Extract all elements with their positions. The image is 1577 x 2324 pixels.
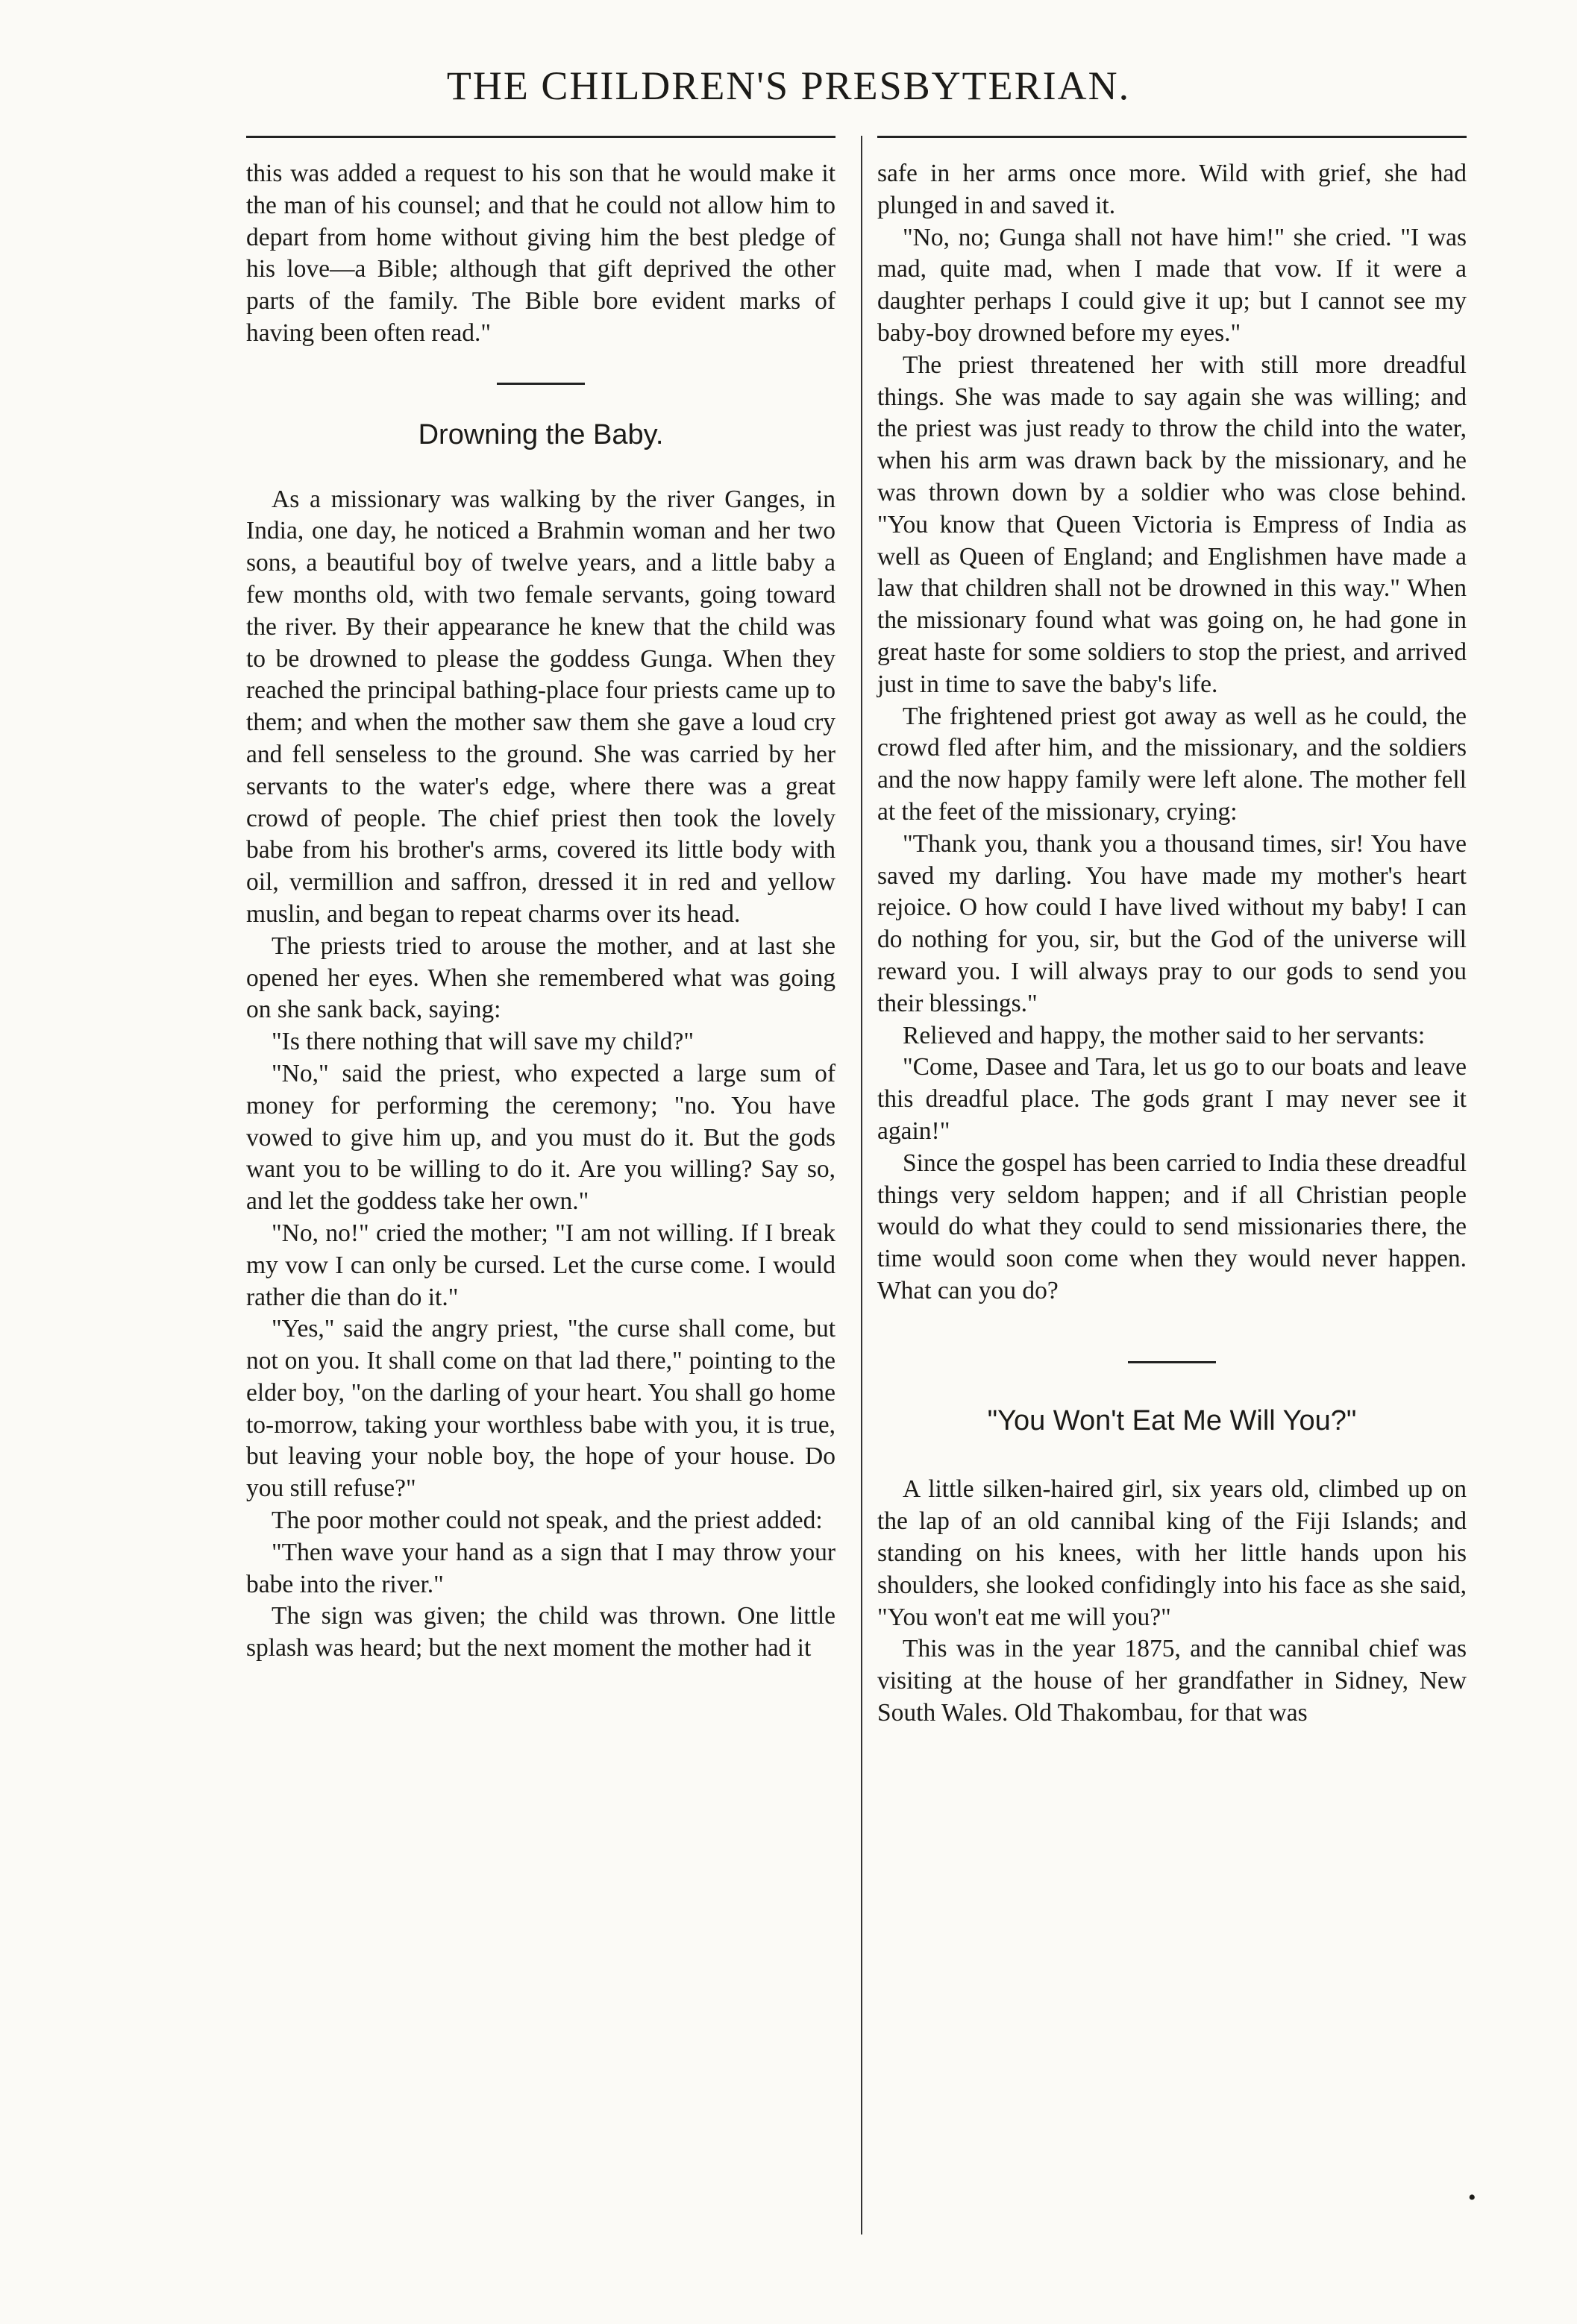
left-column [246,158,835,1665]
article-title-drowning: Drowning the Baby. [418,418,664,450]
paragraph: "No," said the priest, who expected a large sum of money for performing the ceremony; "no. You have vowed to give him up, and you must do it. But the gods want you to be willing to do it. Are you willing? Say so, and let the goddess take her own." [246,1059,835,1216]
section-divider [497,383,585,385]
paragraph: The sign was given; the child was thrown. One little splash was heard; but the next moment the mother had it [246,1602,835,1662]
paragraph: Since the gospel has been carried to India these dreadful things very seldom happen; and if all Christian people would do what they could to send missionaries there, the time would soon come when they would never happen. What can you do? [877,1149,1467,1304]
running-head: THE CHILDREN'S PRESBYTERIAN. [446,63,1131,108]
paragraph: "Is there nothing that will save my child?" [272,1028,695,1056]
paragraph: Relieved and happy, the mother said to her servants: [903,1021,1426,1049]
section-divider [1128,1361,1216,1363]
paragraph: safe in her arms once more. Wild with grief, she had plunged in and saved it. [877,160,1467,219]
right-column [877,158,1467,1730]
paragraph: "No, no; Gunga shall not have him!" she cried. "I was mad, quite mad, when I made that vow. If it were a daughter perhaps I could give it up; but I cannot see my baby-boy drowned before my eyes." [877,223,1467,347]
paragraph: A little silken-haired girl, six years old, climbed up on the lap of an old cannibal king of the Fiji Islands; and standing on his knees, with her little hands upon his shoulders, she looked confidingly into his face as she said, "You won't eat me will you?" [877,1475,1467,1631]
paragraph: "Come, Dasee and Tara, let us go to our boats and leave this dreadful place. The gods grant I may never see it again!" [877,1053,1467,1145]
header-rule-right [877,136,1467,138]
paragraph: "Yes," said the angry priest, "the curse shall come, but not on you. It shall come on that lad there," pointing to the elder boy, "on the darling of your heart. You shall go home to-morrow, taking your worthless babe with you, it is true, but leaving your noble boy, the hope of your house. Do you still refuse?" [246,1315,835,1503]
paragraph: The poor mother could not speak, and the priest added: [272,1507,823,1535]
paragraph: The priests tried to arouse the mother, and at last she opened her eyes. When she remembered what was going on she sank back, saying: [246,932,835,1024]
bullet-mark: • [1468,2185,1476,2210]
paragraph: "Thank you, thank you a thousand times, sir! You have saved my darling. You have made my mother's heart rejoice. O how could I have lived without my baby! I can do nothing for you, sir, but the God of the universe will reward you. I will always pray to our gods to send you their blessings." [877,829,1467,1017]
paragraph: The frightened priest got away as well as he could, the crowd fled after him, and the missionary, and the soldiers and the now happy family were left alone. The mother fell at the feet of the missionary, crying: [877,702,1467,826]
article-title-wont-eat-me: "You Won't Eat Me Will You?" [987,1404,1357,1436]
paragraph: This was in the year 1875, and the cannibal chief was visiting at the house of her grandfather in Sidney, New South Wales. Old Thakombau, for that was [877,1635,1467,1727]
paragraph: The priest threatened her with still more dreadful things. She was made to say again she was willing; and the priest was just ready to throw the child into the water, when his arm was drawn back by the missionary, and he was thrown down by a soldier who was close behind. "You know that Queen Victoria is Empress of India as well as Queen of England; and Englishmen have made a law that children shall not be drowned in this way." When the missionary found what was going on, he had gone in great haste for some soldiers to stop the priest, and arrived just in time to save the baby's life. [877,351,1467,698]
paragraph: As a missionary was walking by the river Ganges, in India, one day, he noticed a Brahmin woman and her two sons, a beautiful boy of twelve years, and a little baby a few months old, with two female servants, going toward the river. By their appearance he knew that the child was to be drowned to please the goddess Gunga. When they reached the principal bathing-place four priests came up to them; and when the mother saw them she gave a loud cry and fell senseless to the ground. She was carried by her servants to the water's edge, where there was a great crowd of people. The chief priest then took the lovely babe from his brother's arms, covered its little body with oil, vermillion and saffron, dressed it in red and yellow muslin, and began to repeat charms over its head. [246,485,835,928]
column-divider [861,136,862,2235]
intro-paragraph: this was added a request to his son that he would make it the man of his counsel; and that he could not allow him to depart from home without giving him the best pledge of his love—a Bible; although that gift deprived the other parts of the family. The Bible bore evident marks of having been often read." [246,160,835,347]
paragraph: "No, no!" cried the mother; "I am not willing. If I break my vow I can only be cursed. Let the curse come. I would rather die than do it." [246,1219,835,1311]
paragraph: "Then wave your hand as a sign that I may throw your babe into the river." [246,1538,835,1598]
header-rule-left [246,136,835,138]
